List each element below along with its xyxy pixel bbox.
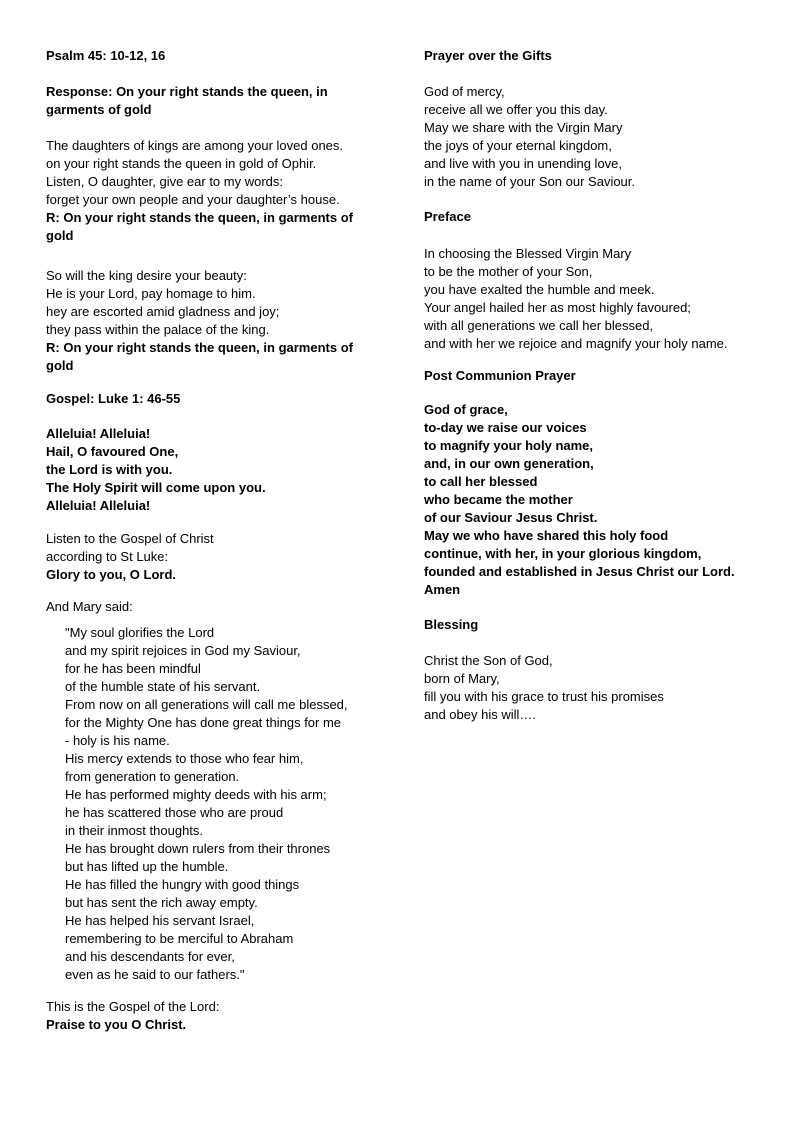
magnificat	[46, 624, 376, 984]
magnificat-line: From now on all generations will call me blessed,	[65, 697, 348, 712]
blessing-text	[424, 652, 769, 724]
communion-line: God of grace,	[424, 402, 508, 417]
preface-line: In choosing the Blessed Virgin Mary	[424, 246, 632, 261]
psalm-refrain-1: R: On your right stands the queen, in garments of gold	[46, 210, 353, 243]
preface-line: and with her we rejoice and magnify your holy name.	[424, 336, 728, 351]
magnificat-line: He has helped his servant Israel,	[65, 913, 255, 928]
gospel-intro	[46, 530, 376, 584]
communion-line: who became the mother	[424, 492, 573, 507]
preface-line: Your angel hailed her as most highly favoured;	[424, 300, 691, 315]
right-column	[424, 47, 769, 724]
gospel-end-line: This is the Gospel of the Lord:	[46, 999, 220, 1014]
preface-line: you have exalted the humble and meek.	[424, 282, 655, 297]
magnificat-line: "My soul glorifies the Lord	[65, 625, 215, 640]
mary-said: And Mary said:	[46, 599, 133, 614]
gospel-title: Gospel: Luke 1: 46-55	[46, 391, 181, 406]
preface-line: with all generations we call her blessed,	[424, 318, 654, 333]
verse-line: The daughters of kings are among your loved ones.	[46, 138, 344, 153]
alleluia-verse	[46, 425, 376, 515]
magnificat-line: He has brought down rulers from their thrones	[65, 841, 331, 856]
communion-line: to magnify your holy name,	[424, 438, 594, 453]
magnificat-line: and my spirit rejoices in God my Saviour,	[65, 643, 301, 658]
preface-text	[424, 245, 769, 353]
communion-line: to call her blessed	[424, 474, 538, 489]
verse-line: forget your own people and your daughter’s house.	[46, 192, 340, 207]
verse-line: He is your Lord, pay homage to him.	[46, 286, 256, 301]
alleluia-line: Alleluia! Alleluia!	[46, 498, 151, 513]
gifts-title: Prayer over the Gifts	[424, 48, 552, 63]
magnificat-line: in their inmost thoughts.	[65, 823, 204, 838]
gospel-end	[46, 998, 376, 1034]
magnificat-line: but has sent the rich away empty.	[65, 895, 258, 910]
communion-line: continue, with her, in your glorious kingdom,	[424, 546, 702, 561]
communion-title: Post Communion Prayer	[424, 368, 576, 383]
psalm-verse-1	[46, 137, 376, 209]
alleluia-line: Hail, O favoured One,	[46, 444, 179, 459]
prayer-line: in the name of your Son our Saviour.	[424, 174, 636, 189]
magnificat-line: He has performed mighty deeds with his arm;	[65, 787, 327, 802]
communion-line: to-day we raise our voices	[424, 420, 587, 435]
communion-line: founded and established in Jesus Christ our Lord.	[424, 564, 735, 579]
gospel-end-response: Praise to you O Christ.	[46, 1017, 187, 1032]
psalm-verse-2	[46, 267, 376, 339]
preface-line: to be the mother of your Son,	[424, 264, 593, 279]
blessing-title: Blessing	[424, 617, 479, 632]
communion-line: May we who have shared this holy food	[424, 528, 669, 543]
alleluia-line: Alleluia! Alleluia!	[46, 426, 151, 441]
prayer-line: and live with you in unending love,	[424, 156, 623, 171]
magnificat-line: He has filled the hungry with good things	[65, 877, 300, 892]
prayer-line: May we share with the Virgin Mary	[424, 120, 623, 135]
verse-line: they pass within the palace of the king.	[46, 322, 270, 337]
magnificat-line: remembering to be merciful to Abraham	[65, 931, 294, 946]
magnificat-line: and his descendants for ever,	[65, 949, 235, 964]
gospel-intro-line: Listen to the Gospel of Christ	[46, 531, 214, 546]
magnificat-line: of the humble state of his servant.	[65, 679, 261, 694]
magnificat-line: he has scattered those who are proud	[65, 805, 284, 820]
gospel-intro-line: according to St Luke:	[46, 549, 169, 564]
communion-line: and, in our own generation,	[424, 456, 594, 471]
prayer-line: receive all we offer you this day.	[424, 102, 608, 117]
psalm-title: Psalm 45: 10-12, 16	[46, 48, 166, 63]
magnificat-line: - holy is his name.	[65, 733, 170, 748]
magnificat-line: His mercy extends to those who fear him,	[65, 751, 304, 766]
gospel-intro-response: Glory to you, O Lord.	[46, 567, 176, 582]
alleluia-line: the Lord is with you.	[46, 462, 173, 477]
blessing-line: fill you with his grace to trust his promises	[424, 689, 664, 704]
prayer-line: the joys of your eternal kingdom,	[424, 138, 612, 153]
post-communion-prayer	[424, 401, 769, 599]
magnificat-line: for he has been mindful	[65, 661, 201, 676]
blessing-line: Christ the Son of God,	[424, 653, 553, 668]
prayer-over-gifts	[424, 83, 769, 191]
left-column	[46, 47, 376, 1034]
blessing-line: born of Mary,	[424, 671, 500, 686]
alleluia-line: The Holy Spirit will come upon you.	[46, 480, 266, 495]
verse-line: So will the king desire your beauty:	[46, 268, 247, 283]
preface-title: Preface	[424, 209, 471, 224]
verse-line: on your right stands the queen in gold of Ophir.	[46, 156, 317, 171]
magnificat-line: from generation to generation.	[65, 769, 240, 784]
communion-line: Amen	[424, 582, 461, 597]
magnificat-line: but has lifted up the humble.	[65, 859, 229, 874]
magnificat-line: for the Mighty One has done great things for me	[65, 715, 342, 730]
psalm-response: Response: On your right stands the queen, in garments of gold	[46, 84, 328, 117]
magnificat-line: even as he said to our fathers."	[65, 967, 245, 982]
communion-line: of our Saviour Jesus Christ.	[424, 510, 598, 525]
psalm-refrain-2: R: On your right stands the queen, in garments of gold	[46, 340, 353, 373]
verse-line: Listen, O daughter, give ear to my words:	[46, 174, 284, 189]
verse-line: hey are escorted amid gladness and joy;	[46, 304, 280, 319]
prayer-line: God of mercy,	[424, 84, 505, 99]
blessing-line: and obey his will….	[424, 707, 536, 722]
